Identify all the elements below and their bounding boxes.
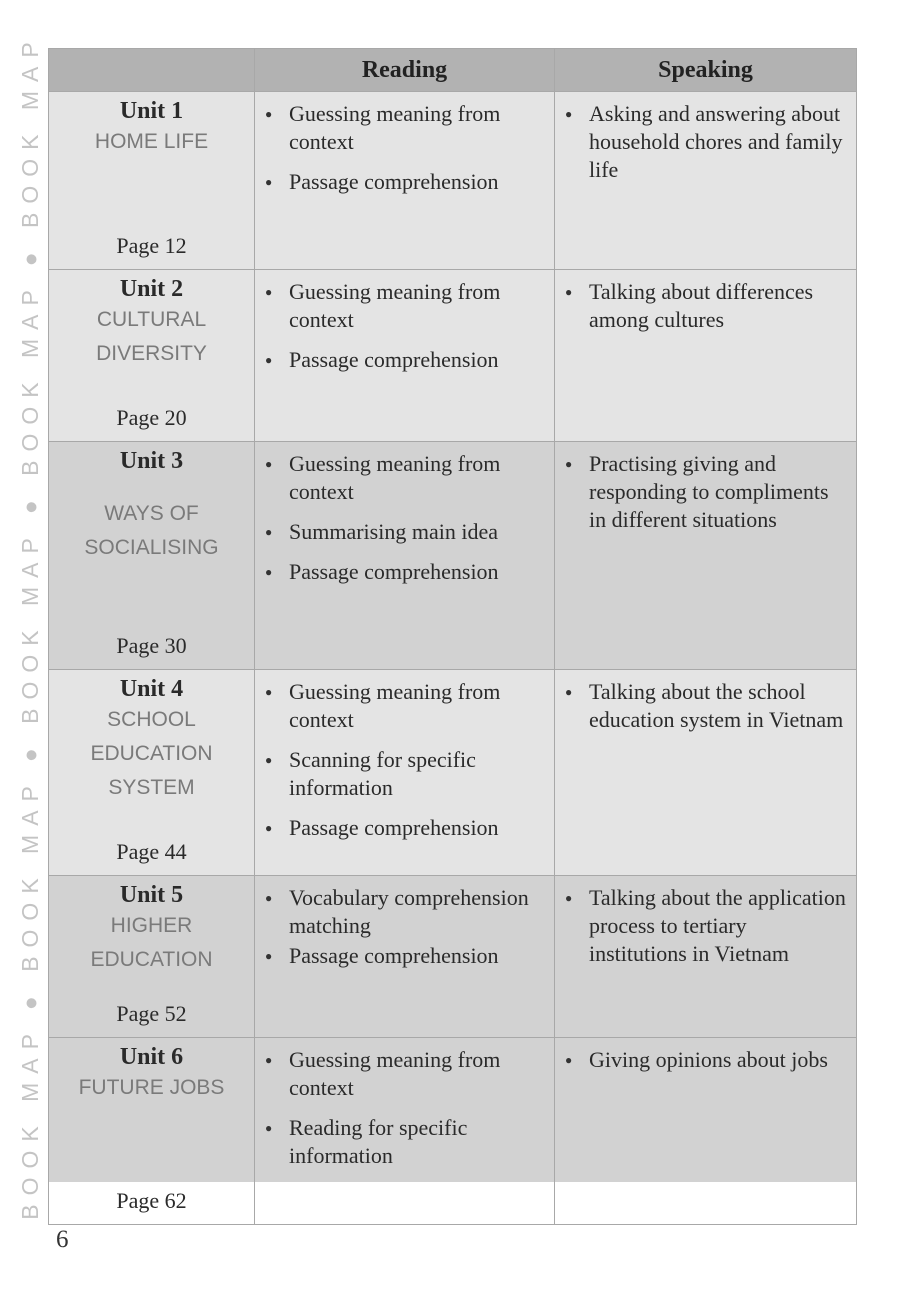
unit-row-6-page — [49, 1182, 857, 1224]
unit-page: Page 44 — [116, 839, 187, 864]
unit-number: Unit 5 — [119, 882, 184, 908]
speaking-cell — [555, 670, 857, 876]
reading-item: ● Vocabulary comprehension matching — [289, 884, 544, 940]
unit-number: Unit 1 — [119, 98, 184, 124]
unit-number: Unit 4 — [119, 676, 184, 702]
unit-page-cell — [49, 1182, 255, 1224]
book-map-table — [48, 48, 857, 1225]
speaking-cell — [555, 270, 857, 442]
unit-cell — [49, 876, 255, 1038]
header-row — [49, 49, 857, 92]
unit-row-1 — [49, 92, 857, 270]
reading-item: ● Passage comprehension — [289, 814, 544, 842]
speaking-item: ● Talking about the application process to tertiary institutions in Vietnam — [589, 884, 846, 968]
unit-title-line: FUTURE JOBS — [78, 1076, 225, 1099]
speaking-item: ● Talking about differences among cultures — [589, 278, 846, 334]
reading-cell — [255, 270, 555, 442]
empty-cell — [255, 1182, 555, 1224]
speaking-item: ● Giving opinions about jobs — [589, 1046, 846, 1074]
speaking-cell — [555, 92, 857, 270]
unit-cell — [49, 1038, 255, 1183]
reading-item: ● Passage comprehension — [289, 168, 544, 196]
reading-cell — [255, 876, 555, 1038]
unit-title-line: SCHOOL — [107, 708, 196, 731]
empty-cell — [555, 1182, 857, 1224]
reading-item: ● Guessing meaning from context — [289, 678, 544, 734]
reading-item: ● Passage comprehension — [289, 942, 544, 970]
page-number: 6 — [56, 1226, 69, 1253]
speaking-item: ● Asking and answering about household chores and family life — [589, 100, 846, 184]
reading-item: ● Passage comprehension — [289, 558, 544, 586]
unit-title-line: SOCIALISING — [84, 536, 219, 559]
unit-title-line: EDUCATION — [90, 742, 213, 765]
header-reading: Reading — [255, 49, 555, 92]
reading-item: ● Guessing meaning from context — [289, 278, 544, 334]
unit-number: Unit 6 — [119, 1044, 184, 1070]
speaking-item: ● Practising giving and responding to compliments in different situations — [589, 450, 846, 534]
reading-item: ● Scanning for specific information — [289, 746, 544, 802]
unit-row-2 — [49, 270, 857, 442]
speaking-cell — [555, 876, 857, 1038]
unit-page: Page 30 — [116, 633, 187, 658]
unit-row-5 — [49, 876, 857, 1038]
reading-cell — [255, 442, 555, 670]
unit-title-line: WAYS OF — [104, 502, 199, 525]
speaking-cell — [555, 442, 857, 670]
unit-title-line: HOME LIFE — [94, 130, 209, 153]
unit-row-6 — [49, 1038, 857, 1183]
unit-row-3 — [49, 442, 857, 670]
reading-item: ● Guessing meaning from context — [289, 1046, 544, 1102]
speaking-item: ● Talking about the school education system in Vietnam — [589, 678, 846, 734]
unit-row-4 — [49, 670, 857, 876]
unit-cell — [49, 670, 255, 876]
unit-page: Page 52 — [116, 1001, 187, 1026]
unit-title-line: DIVERSITY — [96, 342, 207, 365]
unit-cell — [49, 92, 255, 270]
side-banner-text: BOOK MAP ● BOOK MAP ● BOOK MAP ● BOOK MAP ● BOOK MAP — [16, 32, 43, 1220]
unit-page: Page 12 — [116, 233, 187, 258]
unit-title-line: EDUCATION — [90, 948, 213, 971]
unit-number: Unit 2 — [119, 276, 184, 302]
reading-item: ● Reading for specific information — [289, 1114, 544, 1170]
unit-title-line: HIGHER — [110, 914, 193, 937]
unit-title-line: CULTURAL — [96, 308, 207, 331]
reading-cell — [255, 1038, 555, 1183]
unit-title-line: SYSTEM — [108, 776, 195, 799]
reading-item: ● Summarising main idea — [289, 518, 544, 546]
unit-cell — [49, 270, 255, 442]
unit-page: Page 20 — [116, 405, 187, 430]
speaking-cell — [555, 1038, 857, 1183]
reading-item: ● Passage comprehension — [289, 346, 544, 374]
unit-number: Unit 3 — [119, 448, 184, 474]
reading-cell — [255, 670, 555, 876]
header-unit — [49, 49, 255, 92]
reading-cell — [255, 92, 555, 270]
unit-cell — [49, 442, 255, 670]
reading-item: ● Guessing meaning from context — [289, 100, 544, 156]
unit-page: Page 62 — [116, 1188, 187, 1213]
reading-item: ● Guessing meaning from context — [289, 450, 544, 506]
header-speaking: Speaking — [555, 49, 857, 92]
